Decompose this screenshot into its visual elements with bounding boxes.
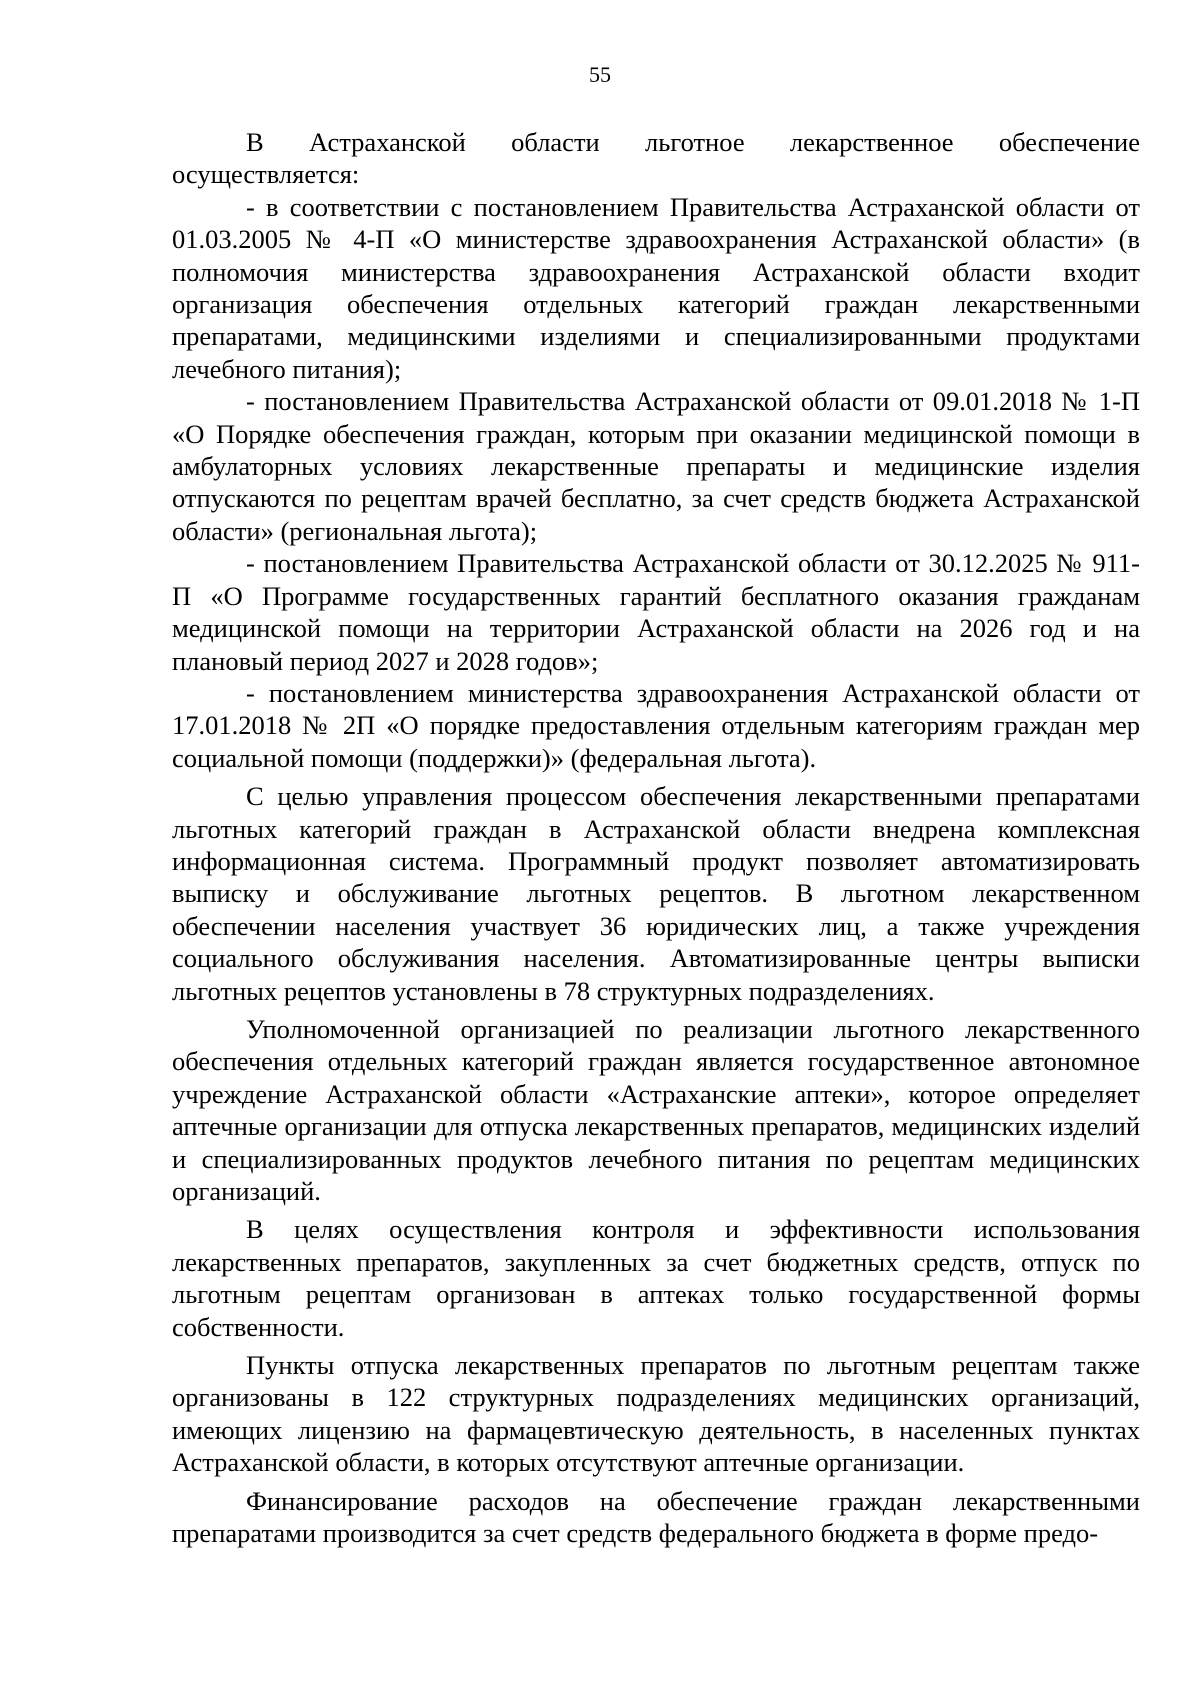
paragraph-information-system: С целью управления процессом обеспечения лекарственными препаратами льготных категорий граждан в Астраханской области внедрена комплексная информационная система. Программный продукт позволяет автоматизировать выписку и обслуживание льготных рецептов. В льготном лекарственном обеспечении населения участвует 36 юридических лиц, а также учреждения социального обслуживания населения. Автоматизированные центры выписки льготных рецептов установлены в 78 структурных подразделениях.: [172, 781, 1140, 1006]
paragraph-list-item-3: - постановлением Правительства Астраханской области от 30.12.2025 № 911-П «О Программе государственных гарантий бесплатного оказания гражданам медицинской помощи на территории Астраханской области на 2026 год и на плановый период 2027 и 2028 годов»;: [172, 548, 1140, 676]
paragraph-dispensing-points: Пункты отпуска лекарственных препаратов по льготным рецептам также организованы в 122 структурных подразделениях медицинских организаций, имеющих лицензию на фармацевтическую деятельность, в населенных пунктах Астраханской области, в которых отсутствуют аптечные организации.: [172, 1350, 1140, 1478]
page-number: 55: [589, 62, 611, 87]
paragraph-authorized-organization: Уполномоченной организацией по реализации льготного лекарственного обеспечения отдельных категорий граждан является государственное автономное учреждение Астраханской области «Астраханские аптеки», которое определяет аптечные организации для отпуска лекарственных препаратов, медицинских изделий и специализированных продуктов лечебного питания по рецептам медицинских организаций.: [172, 1013, 1140, 1206]
document-body: [172, 126, 1140, 1549]
paragraph-list-item-4: - постановлением министерства здравоохранения Астраханской области от 17.01.2018 № 2П «О порядке предоставления отдельным категориям граждан мер социальной помощи (поддержки)» (федеральная льгота).: [172, 677, 1140, 773]
paragraph-control: В целях осуществления контроля и эффективности использования лекарственных препаратов, закупленных за счет бюджетных средств, отпуск по льготным рецептам организован в аптеках только государственной формы собственности.: [172, 1214, 1140, 1342]
paragraph-financing: Финансирование расходов на обеспечение граждан лекарственными препаратами производится за счет средств федерального бюджета в форме предо-: [172, 1485, 1140, 1549]
paragraph-list-item-1: - в соответствии с постановлением Правительства Астраханской области от 01.03.2005 № 4-П «О министерстве здравоохранения Астраханской области» (в полномочия министерства здравоохранения Астраханской области входит организация обеспечения отдельных категорий граждан лекарственными препаратами, медицинскими изделиями и специализированными продуктами лечебного питания);: [172, 191, 1140, 384]
paragraph-list-item-2: - постановлением Правительства Астраханской области от 09.01.2018 № 1-П «О Порядке обеспечения граждан, которым при оказании медицинской помощи в амбулаторных условиях лекарственные препараты и медицинские изделия отпускаются по рецептам врачей бесплатно, за счет средств бюджета Астраханской области» (региональная льгота);: [172, 386, 1140, 546]
paragraph-intro: В Астраханской области льготное лекарственное обеспечение осуществляется:: [172, 127, 1140, 190]
